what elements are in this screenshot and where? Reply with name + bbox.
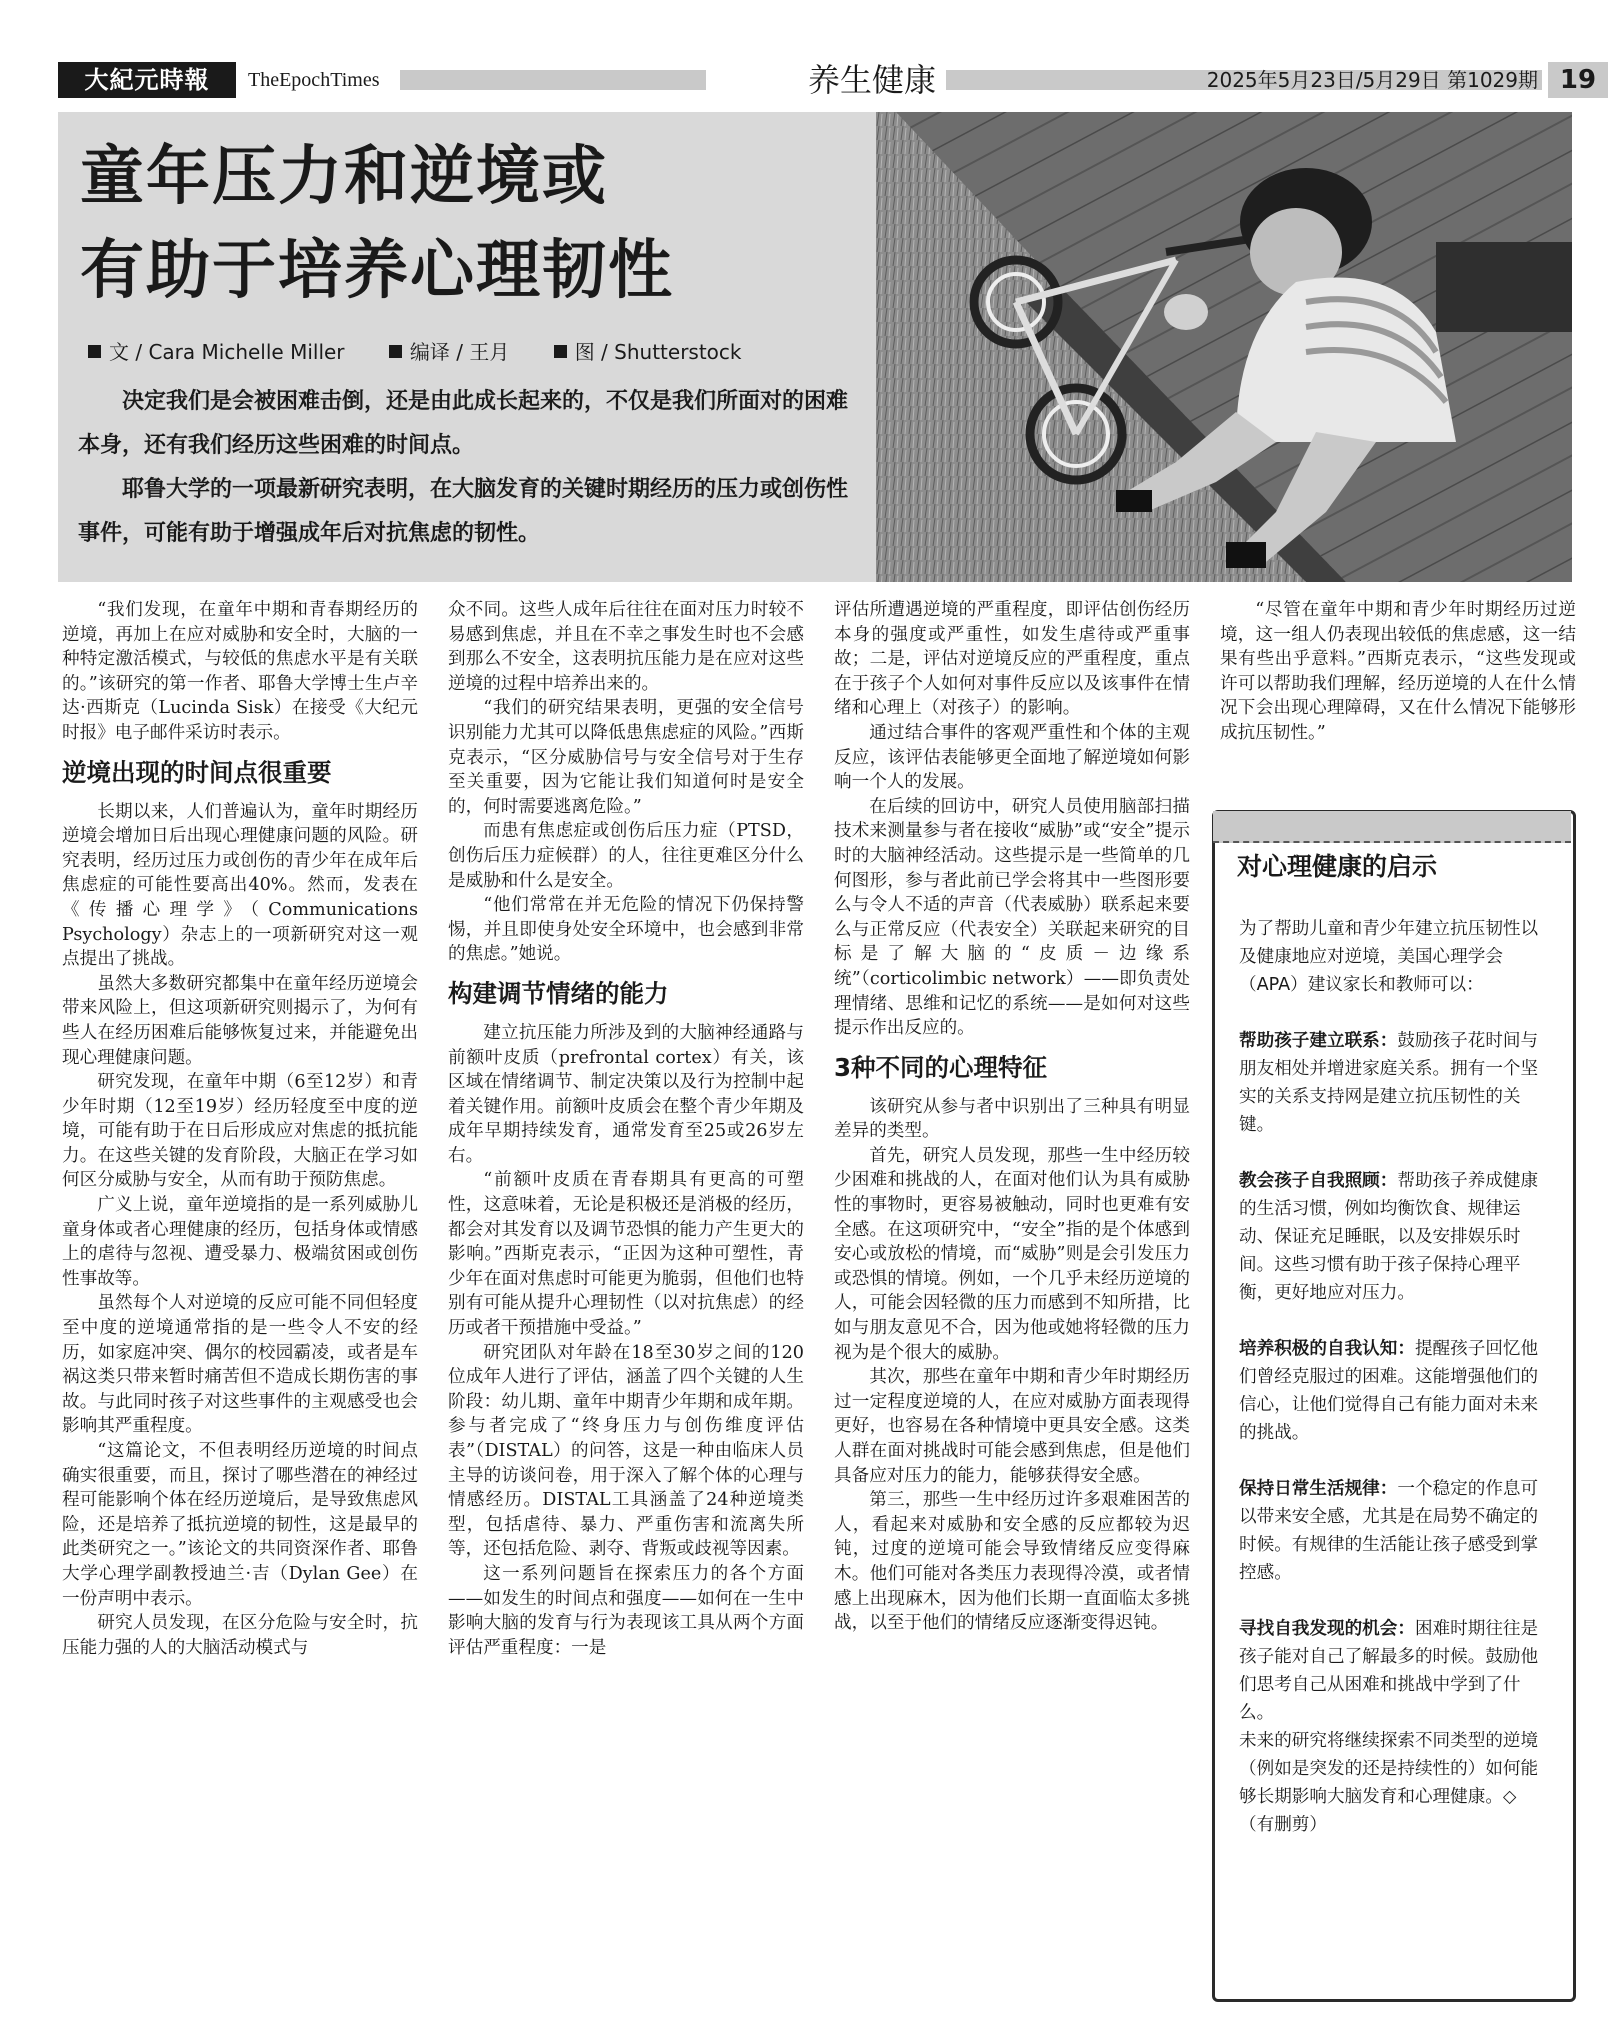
credit-image: 图 / Shutterstock <box>554 336 742 365</box>
body-paragraph: “我们发现，在童年中期和青春期经历的逆境，再加上在应对威胁和安全时，大脑的一种特定激活模式，与较低的焦虑水平是有关联的。”该研究的第一作者、耶鲁大学博士生卢辛达·西斯克（Lucinda Sisk）在接受《大纪元时报》电子邮件采访时表示。 <box>62 600 418 743</box>
body-paragraph: 研究发现，在童年中期（6至12岁）和青少年时期（12至19岁）经历轻度至中度的逆境，可能有助于在日后形成应对焦虑的抵抗能力。在这些关键的发育阶段，大脑正在学习如何区分威胁与安全，从而有助于预防焦虑。 <box>62 1072 418 1191</box>
tip-title: 保持日常生活规律： <box>1239 1479 1398 1499</box>
tip-title: 培养积极的自我认知： <box>1239 1339 1415 1359</box>
masthead-logo: 大紀元時報 <box>58 62 236 98</box>
sidebar-tip <box>1239 1167 1549 1307</box>
sidebar-tip <box>1239 1027 1549 1139</box>
byline <box>88 336 868 365</box>
subheading: 逆境出现的时间点很重要 <box>62 757 332 787</box>
body-paragraph: 评估所遭遇逆境的严重程度，即评估创伤经历本身的强度或严重性，如发生虐待或严重事故；二是，评估对逆境反应的严重程度，重点在于孩子个人如何对事件反应以及该事件在情绪和心理上（对孩子）的影响。 <box>834 600 1190 719</box>
page-header <box>58 61 1597 99</box>
body-paragraph: 虽然大多数研究都集中在童年经历逆境会带来风险上，但这项新研究则揭示了，为何有些人在经历困难后能够恢复过来，并能避免出现心理健康问题。 <box>62 973 418 1068</box>
body-paragraph: 研究团队对年龄在18至30岁之间的120位成年人进行了评估，涵盖了四个关键的人生阶段：幼儿期、童年中期青少年期和成年期。参与者完成了“终身压力与创伤维度评估表”（DISTAL）的问答，这是一种由临床人员主导的访谈问卷，用于深入了解个体的心理与情感经历。DISTAL工具涵盖了24种逆境类型，包括虐待、暴力、严重伤害和流离失所等，还包括危险、剥夺、背叛或歧视等因素。 <box>448 1342 804 1560</box>
title-line-1: 童年压力和逆境或 <box>80 140 608 214</box>
body-paragraph: 其次，那些在童年中期和青少年时期经历过一定程度逆境的人，在应对威胁方面表现得更好，也容易在各种情境中更具安全感。这类人群在面对挑战时可能会感到焦虑，但是他们具备应对压力的能力，能够获得安全感。 <box>834 1367 1190 1486</box>
body-paragraph: 该研究从参与者中识别出了三种具有明显差异的类型。 <box>834 1096 1190 1142</box>
article-column-3 <box>834 598 1190 1636</box>
body-paragraph: “他们常常在并无危险的情况下仍保持警惕，并且即使身处安全环境中，也会感到非常的焦虑。”她说。 <box>448 895 804 965</box>
subheading: 构建调节情绪的能力 <box>448 978 669 1008</box>
body-paragraph: 众不同。这些人成年后往往在面对压力时较不易感到焦虑，并且在不幸之事发生时也不会感到那么不安全，这表明抗压能力是在应对这些逆境的过程中培养出来的。 <box>448 600 804 694</box>
body-paragraph: “尽管在童年中期和青少年时期经历过逆境，这一组人仍表现出较低的焦虑感，这一结果有些出乎意料。”西斯克表示，“这些发现或许可以帮助我们理解，经历逆境的人在什么情况下会出现心理障碍，又在什么情况下能够形成抗压韧性。” <box>1220 600 1576 743</box>
header-rule-left <box>400 70 706 90</box>
body-paragraph: “前额叶皮质在青春期具有更高的可塑性，这意味着，无论是积极还是消极的经历，都会对其发育以及调节恐惧的能力产生更大的影响。”西斯克表示，“正因为这种可塑性，青少年在面对焦虑时可能更为脆弱，但他们也特别有可能从提升心理韧性（以对抗焦虑）的经历或者干预措施中受益。” <box>448 1170 804 1339</box>
sidebar-title: 对心理健康的启示 <box>1237 852 1438 881</box>
tip-text: 困难时期往往是孩子能对自己了解最多的时候。鼓励他们思考自己从困难和挑战中学到了什么。 <box>1239 1619 1539 1723</box>
tip-text: 提醒孩子回忆他们曾经克服过的困难。这能增强他们的信心，让他们觉得自己有能力面对未来的挑战。 <box>1239 1339 1539 1443</box>
body-paragraph: “这篇论文，不但表明经历逆境的时间点确实很重要，而且，探讨了哪些潜在的神经过程可能影响个体在经历逆境后，是导致焦虑风险，还是培养了抵抗逆境的韧性，这是最早的此类研究之一。”该论文的共同资深作者、耶鲁大学心理学副教授迪兰·吉（Dylan Gee）在一份声明中表示。 <box>62 1441 418 1609</box>
article-intro <box>78 380 864 556</box>
sidebar-tab <box>1213 811 1571 843</box>
article-column-1 <box>62 598 418 1660</box>
sidebar-body <box>1239 915 1549 1867</box>
tip-text: 一个稳定的作息可以带来安全感，尤其是在局势不确定的时候。有规律的生活能让孩子感受到掌控感。 <box>1239 1479 1539 1583</box>
issue-date: 2025年5月23日/5月29日 第1029期 <box>1206 68 1538 92</box>
page-number: 19 <box>1548 62 1608 98</box>
body-paragraph: 而患有焦虑症或创伤后压力症（PTSD，创伤后压力症候群）的人，往往更难区分什么是威胁和什么是安全。 <box>448 821 804 891</box>
tip-title: 教会孩子自我照顾： <box>1239 1171 1398 1191</box>
intro-paragraph: 耶鲁大学的一项最新研究表明，在大脑发育的关键时期经历的压力或创伤性事件，可能有助于增强成年后对抗焦虑的韧性。 <box>78 477 849 546</box>
tip-text: 帮助孩子养成健康的生活习惯，例如均衡饮食、规律运动、保证充足睡眠，以及安排娱乐时间。这些习惯有助于孩子保持心理平衡，更好地应对压力。 <box>1239 1171 1539 1303</box>
subheading: 3种不同的心理特征 <box>834 1052 1048 1082</box>
intro-paragraph: 决定我们是会被困难击倒，还是由此成长起来的，不仅是我们所面对的困难本身，还有我们经历这些困难的时间点。 <box>78 389 849 458</box>
child-with-bicycle-image <box>876 112 1572 582</box>
body-paragraph: 这一系列问题旨在探索压力的各个方面——如发生的时间点和强度——如何在一生中影响大脑的发育与行为表现该工具从两个方面评估严重程度：一是 <box>448 1563 804 1658</box>
body-paragraph: “我们的研究结果表明，更强的安全信号识别能力尤其可以降低患焦虑症的风险。”西斯克表示，“区分威胁信号与安全信号对于生存至关重要，因为它能让我们知道何时是安全的，何时需要逃离危险。” <box>448 698 804 817</box>
article-title <box>80 130 860 318</box>
credit-author: 文 / Cara Michelle Miller <box>88 336 345 365</box>
body-paragraph: 建立抗压能力所涉及到的大脑神经通路与前额叶皮质（prefrontal cortex）有关，该区域在情绪调节、制定决策以及行为控制中起着关键作用。前额叶皮质会在整个青少年期及成年早期持续发育，通常发育至25或26岁左右。 <box>448 1022 804 1166</box>
section-title: 养生健康 <box>807 61 936 99</box>
body-paragraph: 广义上说，童年逆境指的是一系列威胁儿童身体或者心理健康的经历，包括身体或情感上的虐待与忽视、遭受暴力、极端贫困或创伤性事故等。 <box>62 1195 418 1289</box>
masthead-english: TheEpochTimes <box>248 69 380 91</box>
title-line-2: 有助于培养心理韧性 <box>80 234 674 308</box>
credit-translator: 编译 / 王月 <box>389 336 509 365</box>
tip-title: 帮助孩子建立联系： <box>1239 1031 1398 1051</box>
sidebar-box <box>1212 810 1576 2002</box>
body-paragraph: 在后续的回访中，研究人员使用脑部扫描技术来测量参与者在接收“威胁”或“安全”提示时的大脑神经活动。这些提示是一些简单的几何图形，参与者此前已学会将其中一些图形要么与令人不适的声音（代表威胁）联系起来要么与正常反应（代表安全）关联起来研究的目标是了解大脑的“皮质－边缘系统”（corticolimbic network）——即负责处理情绪、思维和记忆的系统——是如何对这些提示作出反应的。 <box>834 796 1190 1039</box>
sidebar-tip <box>1239 1475 1549 1587</box>
lead-photo <box>876 112 1572 582</box>
body-paragraph: 首先，研究人员发现，那些一生中经历较少困难和挑战的人，在面对他们认为具有威胁性的事物时，更容易被触动，同时也更难有安全感。在这项研究中，“安全”指的是个体感到安心或放松的情境，而“威胁”则是会引发压力或恐惧的情境。例如，一个几乎未经历逆境的人，可能会因轻微的压力而感到不知所措，比如与朋友意见不合，因为他或她将轻微的压力视为是个很大的威胁。 <box>834 1145 1190 1363</box>
article-column-4 <box>1220 598 1576 746</box>
sidebar-intro: 为了帮助儿童和青少年建立抗压韧性以及健康地应对逆境，美国心理学会（APA）建议家长和教师可以： <box>1239 919 1539 995</box>
body-paragraph: 长期以来，人们普遍认为，童年时期经历逆境会增加日后出现心理健康问题的风险。研究表明，经历过压力或创伤的青少年在成年后焦虑症的可能性要高出40%。然而，发表在《传播心理学》（Communications Psychology）杂志上的一项新研究对这一观点提出了挑战。 <box>62 801 418 970</box>
article-column-2 <box>448 598 804 1660</box>
sidebar-closing: 未来的研究将继续探索不同类型的逆境（例如是突发的还是持续性的）如何能够长期影响大脑发育和心理健康。◇（有删剪） <box>1239 1731 1539 1835</box>
lead-block <box>58 112 876 582</box>
body-paragraph: 研究人员发现，在区分危险与安全时，抗压能力强的人的大脑活动模式与 <box>62 1613 418 1658</box>
sidebar-tip <box>1239 1615 1549 1727</box>
body-paragraph: 虽然每个人对逆境的反应可能不同但轻度至中度的逆境通常指的是一些令人不安的经历，如家庭冲突、偶尔的校园霸凌，或者是车祸这类只带来暂时痛苦但不造成长期伤害的事故。与此同时孩子对这些事件的主观感受也会影响其严重程度。 <box>62 1293 418 1437</box>
body-paragraph: 第三，那些一生中经历过许多艰难困苦的人，看起来对威胁和安全感的反应都较为迟钝，过度的逆境可能会导致情绪反应变得麻木。他们可能对各类压力表现得冷漠，或者情感上出现麻木，因为他们长期一直面临太多挑战，以至于他们的情绪反应逐渐变得迟钝。 <box>834 1490 1190 1634</box>
tip-title: 寻找自我发现的机会： <box>1239 1619 1415 1639</box>
tip-text: 鼓励孩子花时间与朋友相处并增进家庭关系。拥有一个坚实的关系支持网是建立抗压韧性的关键。 <box>1239 1031 1539 1135</box>
sidebar-tip <box>1239 1335 1549 1447</box>
body-paragraph: 通过结合事件的客观严重性和个体的主观反应，该评估表能够更全面地了解逆境如何影响一个人的发展。 <box>834 722 1190 793</box>
